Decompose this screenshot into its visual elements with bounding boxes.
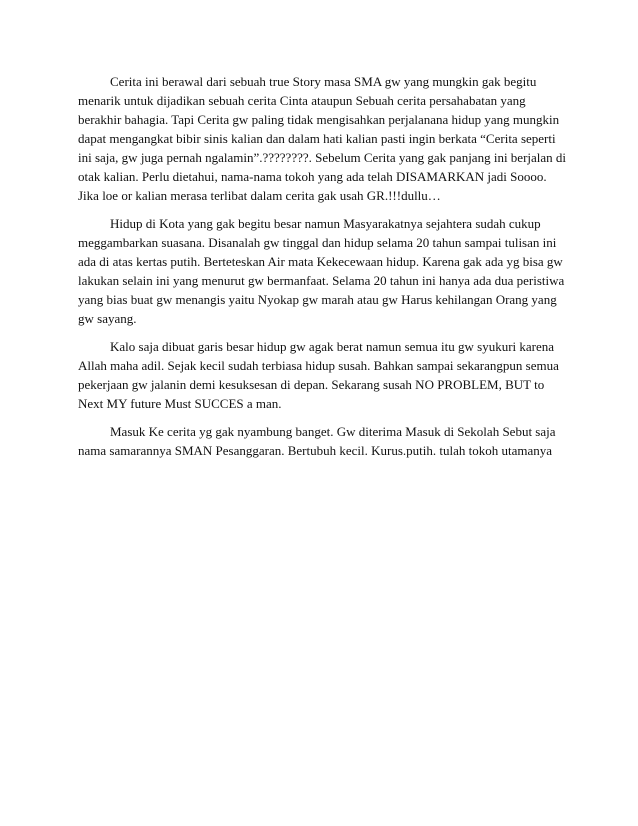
paragraph-3: Kalo saja dibuat garis besar hidup gw agak berat namun semua itu gw syukuri karena Allah maha adil. Sejak kecil sudah terbiasa hidup susah. Bahkan sampai sekarangpun semua pekerjaan gw jalanin demi kesuksesan di depan. Sekarang susah NO PROBLEM, BUT to Next MY future Must SUCCES a man. (78, 339, 559, 411)
paragraph-4: Masuk Ke cerita yg gak nyambung banget. Gw diterima Masuk di Sekolah Sebut saja nama samarannya SMAN Pesanggaran. Bertubuh kecil. Kurus.putih. tulah tokoh utamanya (78, 424, 556, 458)
document-body (78, 72, 568, 469)
paragraph-1: Cerita ini berawal dari sebuah true Story masa SMA gw yang mungkin gak begitu menarik untuk dijadikan sebuah cerita Cinta ataupun Sebuah cerita persahabatan yang berakhir bahagia. Tapi Cerita gw paling tidak mengisahkan perjalanana hidup yang mungkin dapat mengangkat bibir sinis kalian dan dalam hati kalian pasti ingin berkata “Cerita seperti ini saja, gw juga pernah ngalamin”.????????. Sebelum Cerita yang gak panjang ini berjalan di otak kalian. Perlu dietahui, nama-nama tokoh yang ada telah DISAMARKAN jadi Soooo. Jika loe or kalian merasa terlibat dalam cerita gak usah GR.!!!dullu… (78, 74, 567, 203)
paragraph-2: Hidup di Kota yang gak begitu besar namun Masyarakatnya sejahtera sudah cukup meggambarkan suasana. Disanalah gw tinggal dan hidup selama 20 tahun sampai tulisan ini ada di atas kertas putih. Berteteskan Air mata Kekecewaan hidup. Karena gak ada yg bisa gw lakukan selain ini yang menurut gw bermanfaat. Selama 20 tahun ini hanya ada dua peristiwa yang bias buat gw menangis yaitu Nyokap gw marah atau gw Harus kehilangan Orang yang gw sayang. (78, 216, 565, 326)
